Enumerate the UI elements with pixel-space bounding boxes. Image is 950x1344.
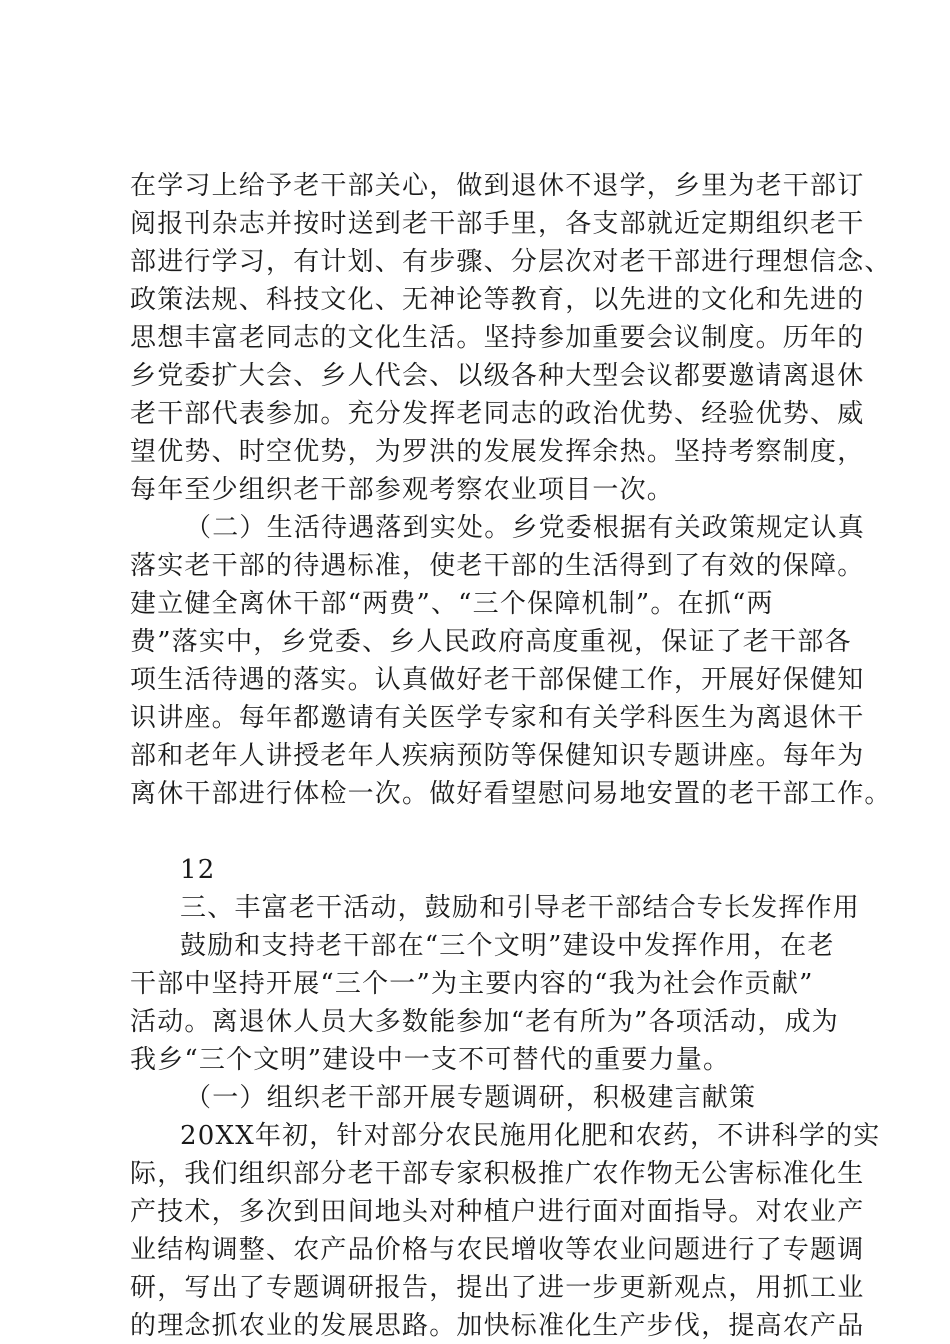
text-line: 我乡“三个文明”建设中一支不可替代的重要力量。	[130, 1045, 731, 1075]
text-line: 鼓励和支持老干部在“三个文明”建设中发挥作用，在老	[180, 931, 835, 961]
text-line: 政策法规、科技文化、无神论等教育，以先进的文化和先进的	[130, 285, 865, 315]
text-line: 阅报刊杂志并按时送到老干部手里，各支部就近定期组织老干	[130, 209, 865, 239]
text-line: 费”落实中，乡党委、乡人民政府高度重视，保证了老干部各	[130, 627, 852, 657]
text-line: 乡党委扩大会、乡人代会、以级各种大型会议都要邀请离退休	[130, 361, 865, 391]
text-line: 望优势、时空优势，为罗洪的发展发挥余热。坚持考察制度，	[130, 437, 865, 467]
text-line: 的理念抓农业的发展思路。加快标准化生产步伐，提高农产品	[130, 1311, 865, 1341]
text-line: 离休干部进行体检一次。做好看望慰问易地安置的老干部工作。	[130, 779, 892, 809]
page-number-marker: 12	[180, 855, 216, 885]
text-line: 研，写出了专题调研报告，提出了进一步更新观点，用抓工业	[130, 1273, 865, 1303]
text-line: 产技术，多次到田间地头对种植户进行面对面指导。对农业产	[130, 1197, 865, 1227]
text-line: 每年至少组织老干部参观考察农业项目一次。	[130, 475, 675, 505]
text-line: （二）生活待遇落到实处。乡党委根据有关政策规定认真	[185, 513, 866, 543]
text-line: 识讲座。每年都邀请有关医学专家和有关学科医生为离退休干	[130, 703, 865, 733]
subsection-heading: （一）组织老干部开展专题调研，积极建言献策	[185, 1083, 757, 1113]
text-line: 建立健全离休干部“两费”、“三个保障机制”。在抓“两	[130, 589, 774, 619]
text-line: 落实老干部的待遇标准，使老干部的生活得到了有效的保障。	[130, 551, 865, 581]
text-line: 在学习上给予老干部关心，做到退休不退学，乡里为老干部订	[130, 171, 865, 201]
text-line: 部和老年人讲授老年人疾病预防等保健知识专题讲座。每年为	[130, 741, 865, 771]
text-line: 活动。离退休人员大多数能参加“老有所为”各项活动，成为	[130, 1007, 839, 1037]
text-line: 20XX年初，针对部分农民施用化肥和农药，不讲科学的实	[180, 1121, 881, 1151]
text-line: 干部中坚持开展“三个一”为主要内容的“我为社会作贡献”	[130, 969, 814, 999]
text-line: 际，我们组织部分老干部专家积极推广农作物无公害标准化生	[130, 1159, 865, 1189]
text-line: 业结构调整、农产品价格与农民增收等农业问题进行了专题调	[130, 1235, 865, 1265]
text-line: 项生活待遇的落实。认真做好老干部保健工作，开展好保健知	[130, 665, 865, 695]
text-line: 思想丰富老同志的文化生活。坚持参加重要会议制度。历年的	[130, 323, 865, 353]
text-line: 老干部代表参加。充分发挥老同志的政治优势、经验优势、威	[130, 399, 865, 429]
text-line: 部进行学习，有计划、有步骤、分层次对老干部进行理想信念、	[130, 247, 892, 277]
section-heading: 三、丰富老干活动，鼓励和引导老干部结合专长发挥作用	[180, 893, 861, 923]
